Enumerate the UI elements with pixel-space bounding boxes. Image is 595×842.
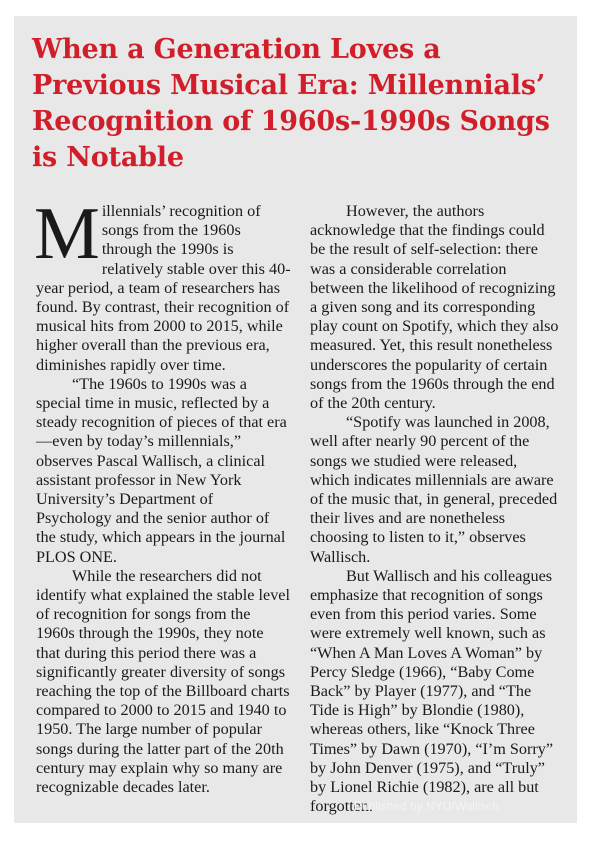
- paragraph-1-text: illennials’ recognition of songs from the 1960s through the 1990s is relatively stable over this 40-year period, a team of researchers has found. By contrast, their recognition of musical hits from 2000 to 2015, while higher overall than the previous era, diminishes rapidly over time.: [36, 202, 291, 374]
- right-column: [310, 202, 560, 817]
- paragraph-1: [34, 193, 291, 375]
- paragraph-2: “The 1960s to 1990s was a special time in music, reflected by a steady recognition of pieces of that era—even by today’s millennials,” observes Pascal Wallisch, a clinical assistant professor in New York University’s Department of Psychology and the senior author of the study, which appears in the journal PLOS ONE.: [36, 374, 287, 566]
- paragraph-5: “Spotify was launched in 2008, well after nearly 90 percent of the songs we studied were released, which indicates millennials are aware of the music that, in general, preceded their lives and are nonetheless choosing to listen to it,” observes Wallisch.: [310, 413, 558, 566]
- left-column: [34, 193, 291, 797]
- article-panel: [14, 16, 577, 823]
- article-title: When a Generation Loves a Previous Musical Era: Millennials’ Recognition of 1960s-1990s Songs is Notable: [32, 34, 550, 173]
- paragraph-6: But Wallisch and his colleagues emphasize that recognition of songs even from this period varies. Some were extremely well known, such as “When A Man Loves A Woman” by Percy Sledge (1966), “Baby Come Back” by Player (1977), and “The Tide is High” by Blondie (1980), whereas others, like “Knock Three Times” by Dawn (1970), “I’m Sorry” by John Denver (1975), and “Truly” by Lionel Richie (1982), are all but forgotten.: [310, 566, 554, 816]
- paragraph-4: However, the authors acknowledge that the findings could be the result of self-selection: there was a considerable correlation between the likelihood of recognizing a given song and its corresponding play count on Spotify, which they also measured. Yet, this result nonetheless underscores the popularity of certain songs from the 1960s through the end of the 20th century.: [310, 202, 559, 413]
- paragraph-3: While the researchers did not identify what explained the stable level of recognition for songs from the 1960s through the 1990s, they note that during this period there was a significantly greater diversity of songs reaching the top of the Billboard charts compared to 2000 to 2015 and 1940 to 1950. The large number of popular songs during the latter part of the 20th century may explain why so many are recognizable decades later.: [36, 566, 290, 797]
- drop-cap: M: [34, 193, 100, 275]
- footer-credit: Published by NYU/Wallisch: [354, 799, 499, 813]
